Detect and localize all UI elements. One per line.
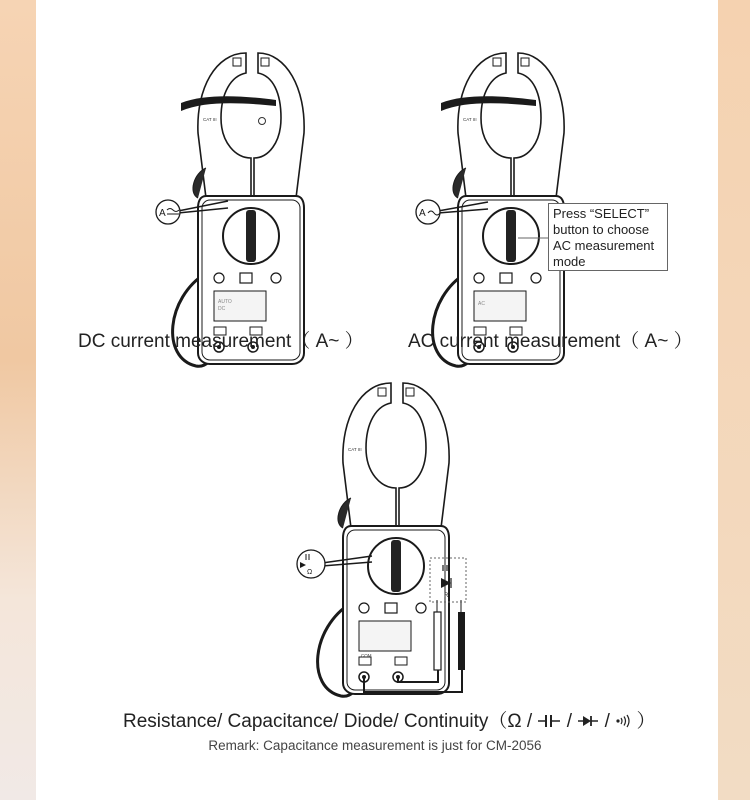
screen-ac-label: AC <box>478 301 485 307</box>
resistance-caption-close: ） <box>636 711 656 732</box>
svg-text:A: A <box>159 208 166 219</box>
callout-line-3: AC measurement <box>553 238 655 253</box>
com-label: COM <box>361 653 372 658</box>
continuity-icon <box>615 714 631 728</box>
dc-meter <box>173 53 305 366</box>
screen-auto-label: AUTO <box>218 299 232 305</box>
svg-text:Ω: Ω <box>307 569 313 576</box>
callout-line-2: button to choose <box>553 222 650 237</box>
capacitor-icon <box>537 714 561 728</box>
cat-label: CAT III <box>348 447 362 452</box>
resistance-caption <box>123 706 655 733</box>
resistance-caption-text: Resistance/ Capacitance/ Diode/ Continuity（Ω / <box>123 711 533 732</box>
ac-meter <box>433 53 565 366</box>
screen-dc-label: DC <box>218 306 226 312</box>
dc-caption: DC current measurement（ A~ ） <box>78 331 364 352</box>
diode-icon <box>577 714 599 728</box>
cat-label: CAT III <box>203 117 217 122</box>
remark-note: Remark: Capacitance measurement is just for CM-2056 <box>208 738 542 753</box>
callout-line-4: mode <box>553 254 586 269</box>
multi-meter <box>318 383 450 696</box>
svg-text:A: A <box>419 208 426 219</box>
select-callout <box>548 203 668 271</box>
resistor-label: R <box>444 593 449 599</box>
caption-separator: / <box>566 711 573 732</box>
callout-line-1: Press “SELECT” <box>553 206 650 221</box>
cat-label: CAT III <box>463 117 477 122</box>
ac-caption: AC current measurement（ A~ ） <box>408 331 693 352</box>
caption-separator: / <box>604 711 610 732</box>
